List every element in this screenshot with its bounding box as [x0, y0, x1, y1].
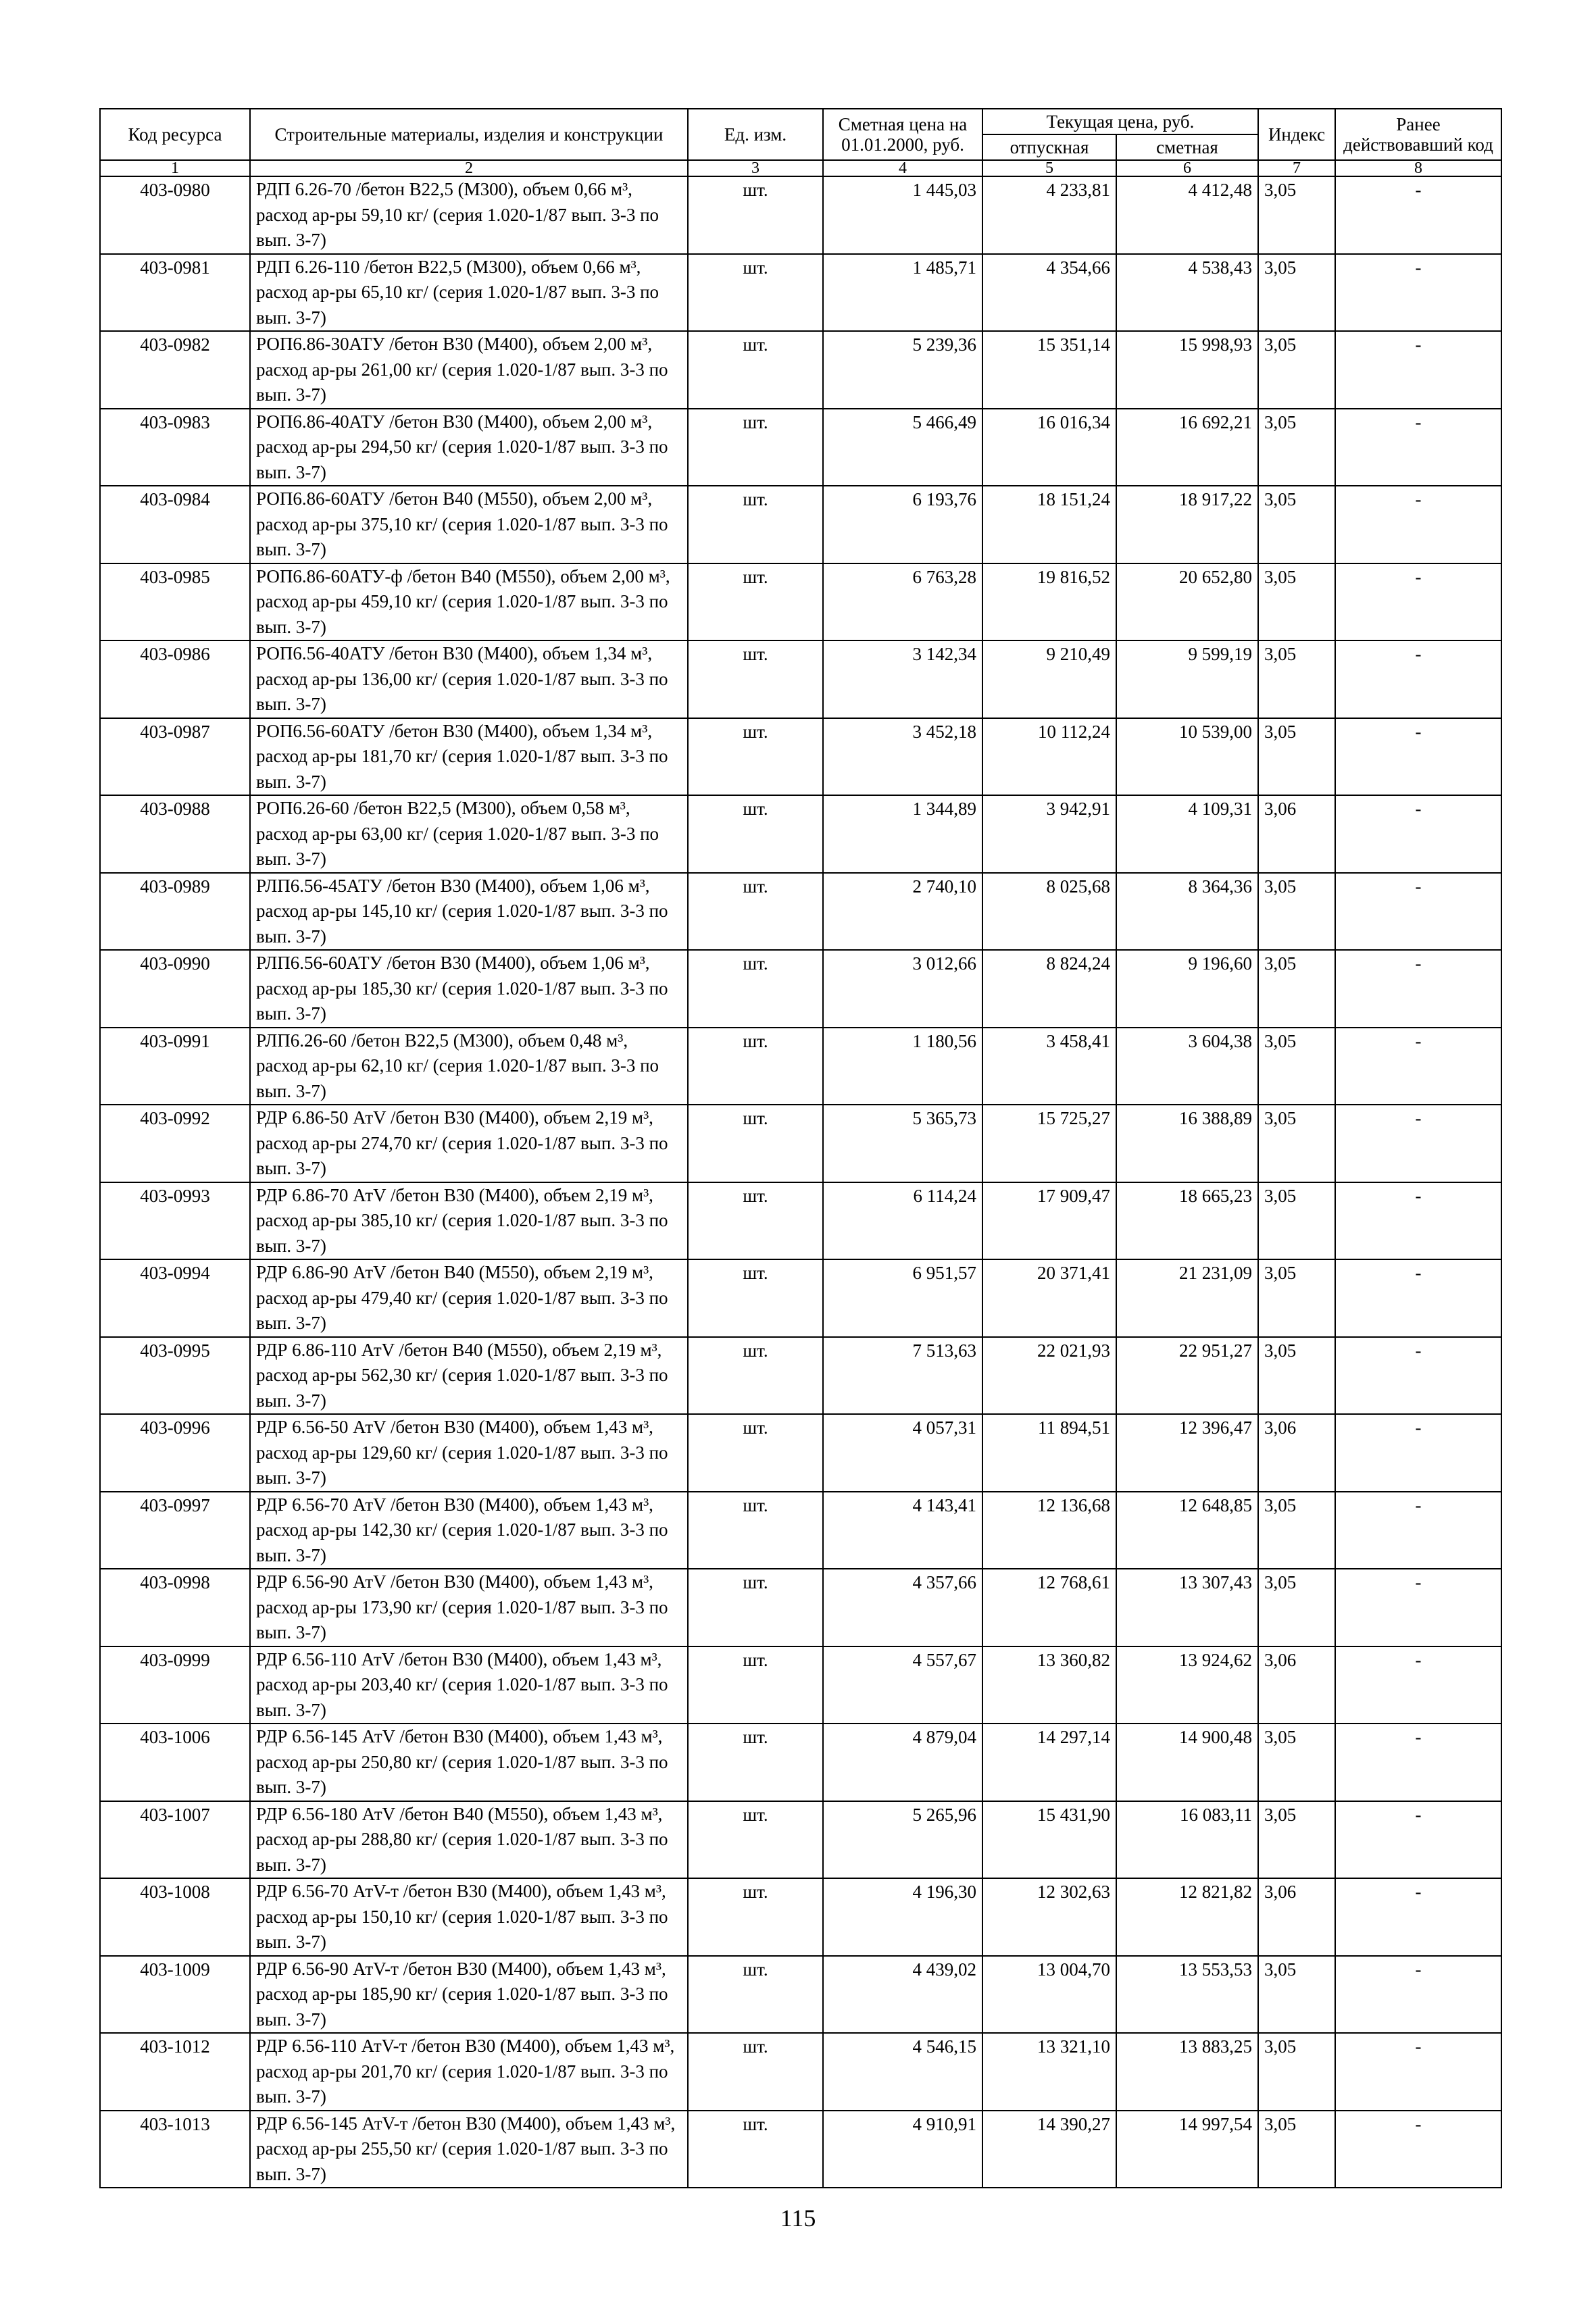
resource-description: РДР 6.56-90 АтV-т /бетон В30 (М400), объем 1,43 м³, расход ар-ры 185,90 кг/ (серия 1.020-1/87 вып. 3-3 по вып. 3-7): [250, 1956, 688, 2034]
header-index: Индекс: [1258, 109, 1335, 160]
resource-code: 403-0980: [100, 176, 250, 254]
previous-code: -: [1335, 563, 1501, 641]
release-price: 8 025,68: [982, 873, 1116, 951]
col-number: 5: [982, 160, 1116, 176]
price-index: 3,06: [1258, 1646, 1335, 1724]
table-row: [100, 331, 1501, 409]
resource-description: РДП 6.26-70 /бетон В22,5 (М300), объем 0,66 м³, расход ар-ры 59,10 кг/ (серия 1.020-1/87 вып. 3-3 по вып. 3-7): [250, 176, 688, 254]
price-index: 3,06: [1258, 1414, 1335, 1492]
price-index: 3,05: [1258, 176, 1335, 254]
release-price: 13 004,70: [982, 1956, 1116, 2034]
base-price: 4 057,31: [823, 1414, 982, 1492]
table-row: [100, 1105, 1501, 1182]
column-number-row: [100, 160, 1501, 176]
base-price: 1 445,03: [823, 176, 982, 254]
release-price: 17 909,47: [982, 1182, 1116, 1260]
estimate-price: 14 900,48: [1116, 1724, 1258, 1801]
previous-code: -: [1335, 1337, 1501, 1415]
previous-code: -: [1335, 254, 1501, 332]
resource-code: 403-0990: [100, 950, 250, 1028]
release-price: 20 371,41: [982, 1259, 1116, 1337]
header-prev-code: Ранее действовавший код: [1335, 109, 1501, 160]
base-price: 4 439,02: [823, 1956, 982, 2034]
resource-description: РДР 6.56-90 АтV /бетон В30 (М400), объем 1,43 м³, расход ар-ры 173,90 кг/ (серия 1.020-1/87 вып. 3-3 по вып. 3-7): [250, 1569, 688, 1646]
table-row: [100, 176, 1501, 254]
estimate-price: 3 604,38: [1116, 1028, 1258, 1105]
price-index: 3,05: [1258, 254, 1335, 332]
resource-code: 403-0998: [100, 1569, 250, 1646]
col-number: 7: [1258, 160, 1335, 176]
resource-code: 403-0988: [100, 795, 250, 873]
col-number: 4: [823, 160, 982, 176]
price-index: 3,05: [1258, 563, 1335, 641]
resource-code: 403-0985: [100, 563, 250, 641]
base-price: 3 452,18: [823, 718, 982, 796]
estimate-price: 4 538,43: [1116, 254, 1258, 332]
table-row: [100, 718, 1501, 796]
resource-description: РЛП6.56-45АТУ /бетон В30 (М400), объем 1,06 м³, расход ар-ры 145,10 кг/ (серия 1.020-1/87 вып. 3-3 по вып. 3-7): [250, 873, 688, 951]
base-price: 4 879,04: [823, 1724, 982, 1801]
previous-code: -: [1335, 718, 1501, 796]
resource-description: РДР 6.86-50 АтV /бетон В30 (М400), объем 2,19 м³, расход ар-ры 274,70 кг/ (серия 1.020-1/87 вып. 3-3 по вып. 3-7): [250, 1105, 688, 1182]
unit-of-measure: шт.: [688, 1182, 823, 1260]
col-number: 6: [1116, 160, 1258, 176]
base-price: 5 239,36: [823, 331, 982, 409]
resource-description: РДР 6.56-110 АтV-т /бетон В30 (М400), объем 1,43 м³, расход ар-ры 201,70 кг/ (серия 1.020-1/87 вып. 3-3 по вып. 3-7): [250, 2033, 688, 2111]
base-price: 1 344,89: [823, 795, 982, 873]
table-row: [100, 795, 1501, 873]
previous-code: -: [1335, 409, 1501, 486]
unit-of-measure: шт.: [688, 331, 823, 409]
unit-of-measure: шт.: [688, 409, 823, 486]
resource-description: РОП6.86-40АТУ /бетон В30 (М400), объем 2,00 м³, расход ар-ры 294,50 кг/ (серия 1.020-1/87 вып. 3-3 по вып. 3-7): [250, 409, 688, 486]
price-index: 3,05: [1258, 1182, 1335, 1260]
estimate-price: 22 951,27: [1116, 1337, 1258, 1415]
table-row: [100, 254, 1501, 332]
resource-code: 403-1006: [100, 1724, 250, 1801]
price-index: 3,05: [1258, 1956, 1335, 2034]
resource-description: РДР 6.56-145 АтV-т /бетон В30 (М400), объем 1,43 м³, расход ар-ры 255,50 кг/ (серия 1.020-1/87 вып. 3-3 по вып. 3-7): [250, 2111, 688, 2188]
resource-code: 403-0982: [100, 331, 250, 409]
resource-description: РОП6.56-60АТУ /бетон В30 (М400), объем 1,34 м³, расход ар-ры 181,70 кг/ (серия 1.020-1/87 вып. 3-3 по вып. 3-7): [250, 718, 688, 796]
resource-description: РДР 6.56-70 АтV-т /бетон В30 (М400), объем 1,43 м³, расход ар-ры 150,10 кг/ (серия 1.020-1/87 вып. 3-3 по вып. 3-7): [250, 1878, 688, 1956]
price-index: 3,05: [1258, 1028, 1335, 1105]
unit-of-measure: шт.: [688, 176, 823, 254]
estimate-price: 16 692,21: [1116, 409, 1258, 486]
unit-of-measure: шт.: [688, 795, 823, 873]
previous-code: -: [1335, 873, 1501, 951]
previous-code: -: [1335, 1492, 1501, 1569]
estimate-price: 9 599,19: [1116, 640, 1258, 718]
release-price: 4 233,81: [982, 176, 1116, 254]
base-price: 2 740,10: [823, 873, 982, 951]
table-row: [100, 2033, 1501, 2111]
estimate-price: 21 231,09: [1116, 1259, 1258, 1337]
previous-code: -: [1335, 1646, 1501, 1724]
resource-description: РДР 6.56-70 АтV /бетон В30 (М400), объем 1,43 м³, расход ар-ры 142,30 кг/ (серия 1.020-1/87 вып. 3-3 по вып. 3-7): [250, 1492, 688, 1569]
resource-description: РДР 6.56-145 АтV /бетон В30 (М400), объем 1,43 м³, расход ар-ры 250,80 кг/ (серия 1.020-1/87 вып. 3-3 по вып. 3-7): [250, 1724, 688, 1801]
estimate-price: 15 998,93: [1116, 331, 1258, 409]
release-price: 14 390,27: [982, 2111, 1116, 2188]
resource-code: 403-0986: [100, 640, 250, 718]
previous-code: -: [1335, 1724, 1501, 1801]
price-table-sheet: [99, 108, 1501, 2188]
resource-description: РОП6.56-40АТУ /бетон В30 (М400), объем 1,34 м³, расход ар-ры 136,00 кг/ (серия 1.020-1/87 вып. 3-3 по вып. 3-7): [250, 640, 688, 718]
release-price: 3 942,91: [982, 795, 1116, 873]
resource-code: 403-0993: [100, 1182, 250, 1260]
base-price: 7 513,63: [823, 1337, 982, 1415]
unit-of-measure: шт.: [688, 1956, 823, 2034]
base-price: 5 265,96: [823, 1801, 982, 1879]
release-price: 15 725,27: [982, 1105, 1116, 1182]
estimate-price: 13 307,43: [1116, 1569, 1258, 1646]
release-price: 12 136,68: [982, 1492, 1116, 1569]
price-index: 3,05: [1258, 1259, 1335, 1337]
price-index: 3,05: [1258, 1801, 1335, 1879]
table-row: [100, 1801, 1501, 1879]
base-price: 4 196,30: [823, 1878, 982, 1956]
estimate-price: 4 412,48: [1116, 176, 1258, 254]
previous-code: -: [1335, 2033, 1501, 2111]
table-row: [100, 1414, 1501, 1492]
unit-of-measure: шт.: [688, 2111, 823, 2188]
resource-description: РДП 6.26-110 /бетон В22,5 (М300), объем 0,66 м³, расход ар-ры 65,10 кг/ (серия 1.020-1/87 вып. 3-3 по вып. 3-7): [250, 254, 688, 332]
previous-code: -: [1335, 1182, 1501, 1260]
release-price: 4 354,66: [982, 254, 1116, 332]
unit-of-measure: шт.: [688, 1492, 823, 1569]
previous-code: -: [1335, 2111, 1501, 2188]
table-row: [100, 1028, 1501, 1105]
estimate-price: 10 539,00: [1116, 718, 1258, 796]
table-body: [100, 176, 1501, 2188]
resource-description: РОП6.86-60АТУ-ф /бетон В40 (М550), объем 2,00 м³, расход ар-ры 459,10 кг/ (серия 1.020-1/87 вып. 3-3 по вып. 3-7): [250, 563, 688, 641]
unit-of-measure: шт.: [688, 640, 823, 718]
previous-code: -: [1335, 640, 1501, 718]
price-index: 3,05: [1258, 486, 1335, 563]
unit-of-measure: шт.: [688, 1724, 823, 1801]
base-price: 3 012,66: [823, 950, 982, 1028]
resource-description: РОП6.86-30АТУ /бетон В30 (М400), объем 2,00 м³, расход ар-ры 261,00 кг/ (серия 1.020-1/87 вып. 3-3 по вып. 3-7): [250, 331, 688, 409]
price-index: 3,05: [1258, 873, 1335, 951]
resource-description: РДР 6.56-180 АтV /бетон В40 (М550), объем 1,43 м³, расход ар-ры 288,80 кг/ (серия 1.020-1/87 вып. 3-3 по вып. 3-7): [250, 1801, 688, 1879]
price-table: [99, 108, 1502, 2188]
price-index: 3,06: [1258, 1878, 1335, 1956]
estimate-price: 18 665,23: [1116, 1182, 1258, 1260]
estimate-price: 13 924,62: [1116, 1646, 1258, 1724]
release-price: 8 824,24: [982, 950, 1116, 1028]
release-price: 11 894,51: [982, 1414, 1116, 1492]
resource-code: 403-1009: [100, 1956, 250, 2034]
estimate-price: 8 364,36: [1116, 873, 1258, 951]
resource-description: РДР 6.86-110 АтV /бетон В40 (М550), объем 2,19 м³, расход ар-ры 562,30 кг/ (серия 1.020-1/87 вып. 3-3 по вып. 3-7): [250, 1337, 688, 1415]
resource-code: 403-0996: [100, 1414, 250, 1492]
estimate-price: 12 648,85: [1116, 1492, 1258, 1569]
estimate-price: 12 396,47: [1116, 1414, 1258, 1492]
col-number: 3: [688, 160, 823, 176]
price-index: 3,05: [1258, 950, 1335, 1028]
base-price: 4 143,41: [823, 1492, 982, 1569]
header-estimate-price: сметная: [1116, 134, 1258, 160]
previous-code: -: [1335, 1414, 1501, 1492]
resource-description: РОП6.26-60 /бетон В22,5 (М300), объем 0,58 м³, расход ар-ры 63,00 кг/ (серия 1.020-1/87 вып. 3-3 по вып. 3-7): [250, 795, 688, 873]
release-price: 18 151,24: [982, 486, 1116, 563]
resource-code: 403-0999: [100, 1646, 250, 1724]
unit-of-measure: шт.: [688, 254, 823, 332]
unit-of-measure: шт.: [688, 950, 823, 1028]
header-release-price: отпускная: [982, 134, 1116, 160]
resource-code: 403-0984: [100, 486, 250, 563]
estimate-price: 9 196,60: [1116, 950, 1258, 1028]
unit-of-measure: шт.: [688, 718, 823, 796]
base-price: 5 365,73: [823, 1105, 982, 1182]
resource-description: РДР 6.86-90 АтV /бетон В40 (М550), объем 2,19 м³, расход ар-ры 479,40 кг/ (серия 1.020-1/87 вып. 3-3 по вып. 3-7): [250, 1259, 688, 1337]
previous-code: -: [1335, 1569, 1501, 1646]
previous-code: -: [1335, 1801, 1501, 1879]
previous-code: -: [1335, 1028, 1501, 1105]
estimate-price: 20 652,80: [1116, 563, 1258, 641]
base-price: 6 951,57: [823, 1259, 982, 1337]
unit-of-measure: шт.: [688, 2033, 823, 2111]
header-unit: Ед. изм.: [688, 109, 823, 160]
estimate-price: 16 083,11: [1116, 1801, 1258, 1879]
previous-code: -: [1335, 1105, 1501, 1182]
col-number: 8: [1335, 160, 1501, 176]
table-row: [100, 1956, 1501, 2034]
base-price: 5 466,49: [823, 409, 982, 486]
price-index: 3,05: [1258, 1724, 1335, 1801]
table-row: [100, 1337, 1501, 1415]
estimate-price: 4 109,31: [1116, 795, 1258, 873]
price-index: 3,05: [1258, 2111, 1335, 2188]
release-price: 13 360,82: [982, 1646, 1116, 1724]
base-price: 4 357,66: [823, 1569, 982, 1646]
resource-description: РЛП6.26-60 /бетон В22,5 (М300), объем 0,48 м³, расход ар-ры 62,10 кг/ (серия 1.020-1/87 вып. 3-3 по вып. 3-7): [250, 1028, 688, 1105]
previous-code: -: [1335, 1956, 1501, 2034]
release-price: 10 112,24: [982, 718, 1116, 796]
base-price: 6 114,24: [823, 1182, 982, 1260]
price-index: 3,05: [1258, 1492, 1335, 1569]
resource-code: 403-0992: [100, 1105, 250, 1182]
price-index: 3,05: [1258, 409, 1335, 486]
previous-code: -: [1335, 950, 1501, 1028]
previous-code: -: [1335, 1259, 1501, 1337]
release-price: 16 016,34: [982, 409, 1116, 486]
table-row: [100, 2111, 1501, 2188]
unit-of-measure: шт.: [688, 1878, 823, 1956]
estimate-price: 16 388,89: [1116, 1105, 1258, 1182]
resource-description: РОП6.86-60АТУ /бетон В40 (М550), объем 2,00 м³, расход ар-ры 375,10 кг/ (серия 1.020-1/87 вып. 3-3 по вып. 3-7): [250, 486, 688, 563]
page-number: 115: [780, 2205, 816, 2232]
resource-code: 403-0987: [100, 718, 250, 796]
release-price: 9 210,49: [982, 640, 1116, 718]
table-row: [100, 1569, 1501, 1646]
resource-code: 403-0995: [100, 1337, 250, 1415]
release-price: 3 458,41: [982, 1028, 1116, 1105]
price-index: 3,05: [1258, 331, 1335, 409]
header-current-price: Текущая цена, руб.: [982, 109, 1258, 134]
previous-code: -: [1335, 176, 1501, 254]
estimate-price: 14 997,54: [1116, 2111, 1258, 2188]
table-row: [100, 563, 1501, 641]
price-index: 3,05: [1258, 718, 1335, 796]
release-price: 15 431,90: [982, 1801, 1116, 1879]
table-row: [100, 640, 1501, 718]
unit-of-measure: шт.: [688, 1801, 823, 1879]
release-price: 19 816,52: [982, 563, 1116, 641]
unit-of-measure: шт.: [688, 1337, 823, 1415]
base-price: 6 763,28: [823, 563, 982, 641]
previous-code: -: [1335, 795, 1501, 873]
base-price: 4 546,15: [823, 2033, 982, 2111]
unit-of-measure: шт.: [688, 563, 823, 641]
table-row: [100, 950, 1501, 1028]
base-price: 3 142,34: [823, 640, 982, 718]
price-index: 3,05: [1258, 1337, 1335, 1415]
header-name: Строительные материалы, изделия и конструкции: [250, 109, 688, 160]
previous-code: -: [1335, 1878, 1501, 1956]
table-row: [100, 409, 1501, 486]
previous-code: -: [1335, 486, 1501, 563]
base-price: 6 193,76: [823, 486, 982, 563]
release-price: 12 302,63: [982, 1878, 1116, 1956]
table-row: [100, 873, 1501, 951]
header-base-price: Сметная цена на 01.01.2000, руб.: [823, 109, 982, 160]
col-number: 2: [250, 160, 688, 176]
resource-code: 403-1013: [100, 2111, 250, 2188]
price-index: 3,05: [1258, 1569, 1335, 1646]
resource-code: 403-1008: [100, 1878, 250, 1956]
resource-description: РДР 6.56-110 АтV /бетон В30 (М400), объем 1,43 м³, расход ар-ры 203,40 кг/ (серия 1.020-1/87 вып. 3-3 по вып. 3-7): [250, 1646, 688, 1724]
unit-of-measure: шт.: [688, 1646, 823, 1724]
unit-of-measure: шт.: [688, 1028, 823, 1105]
header-code: Код ресурса: [100, 109, 250, 160]
estimate-price: 13 553,53: [1116, 1956, 1258, 2034]
unit-of-measure: шт.: [688, 1105, 823, 1182]
resource-code: 403-0997: [100, 1492, 250, 1569]
unit-of-measure: шт.: [688, 1259, 823, 1337]
release-price: 15 351,14: [982, 331, 1116, 409]
resource-code: 403-0981: [100, 254, 250, 332]
release-price: 14 297,14: [982, 1724, 1116, 1801]
unit-of-measure: шт.: [688, 1569, 823, 1646]
table-row: [100, 486, 1501, 563]
estimate-price: 13 883,25: [1116, 2033, 1258, 2111]
price-index: 3,05: [1258, 1105, 1335, 1182]
release-price: 12 768,61: [982, 1569, 1116, 1646]
base-price: 1 180,56: [823, 1028, 982, 1105]
table-row: [100, 1492, 1501, 1569]
table-header: [100, 109, 1501, 176]
resource-code: 403-0989: [100, 873, 250, 951]
unit-of-measure: шт.: [688, 1414, 823, 1492]
table-row: [100, 1182, 1501, 1260]
resource-description: РДР 6.56-50 АтV /бетон В30 (М400), объем 1,43 м³, расход ар-ры 129,60 кг/ (серия 1.020-1/87 вып. 3-3 по вып. 3-7): [250, 1414, 688, 1492]
price-index: 3,05: [1258, 2033, 1335, 2111]
price-index: 3,06: [1258, 795, 1335, 873]
resource-code: 403-0983: [100, 409, 250, 486]
unit-of-measure: шт.: [688, 486, 823, 563]
col-number: 1: [100, 160, 250, 176]
table-row: [100, 1259, 1501, 1337]
release-price: 22 021,93: [982, 1337, 1116, 1415]
unit-of-measure: шт.: [688, 873, 823, 951]
resource-description: РЛП6.56-60АТУ /бетон В30 (М400), объем 1,06 м³, расход ар-ры 185,30 кг/ (серия 1.020-1/87 вып. 3-3 по вып. 3-7): [250, 950, 688, 1028]
resource-description: РДР 6.86-70 АтV /бетон В30 (М400), объем 2,19 м³, расход ар-ры 385,10 кг/ (серия 1.020-1/87 вып. 3-3 по вып. 3-7): [250, 1182, 688, 1260]
base-price: 4 557,67: [823, 1646, 982, 1724]
resource-code: 403-1012: [100, 2033, 250, 2111]
table-row: [100, 1878, 1501, 1956]
estimate-price: 12 821,82: [1116, 1878, 1258, 1956]
table-row: [100, 1724, 1501, 1801]
resource-code: 403-1007: [100, 1801, 250, 1879]
price-index: 3,05: [1258, 640, 1335, 718]
previous-code: -: [1335, 331, 1501, 409]
base-price: 1 485,71: [823, 254, 982, 332]
resource-code: 403-0994: [100, 1259, 250, 1337]
resource-code: 403-0991: [100, 1028, 250, 1105]
table-row: [100, 1646, 1501, 1724]
base-price: 4 910,91: [823, 2111, 982, 2188]
estimate-price: 18 917,22: [1116, 486, 1258, 563]
release-price: 13 321,10: [982, 2033, 1116, 2111]
